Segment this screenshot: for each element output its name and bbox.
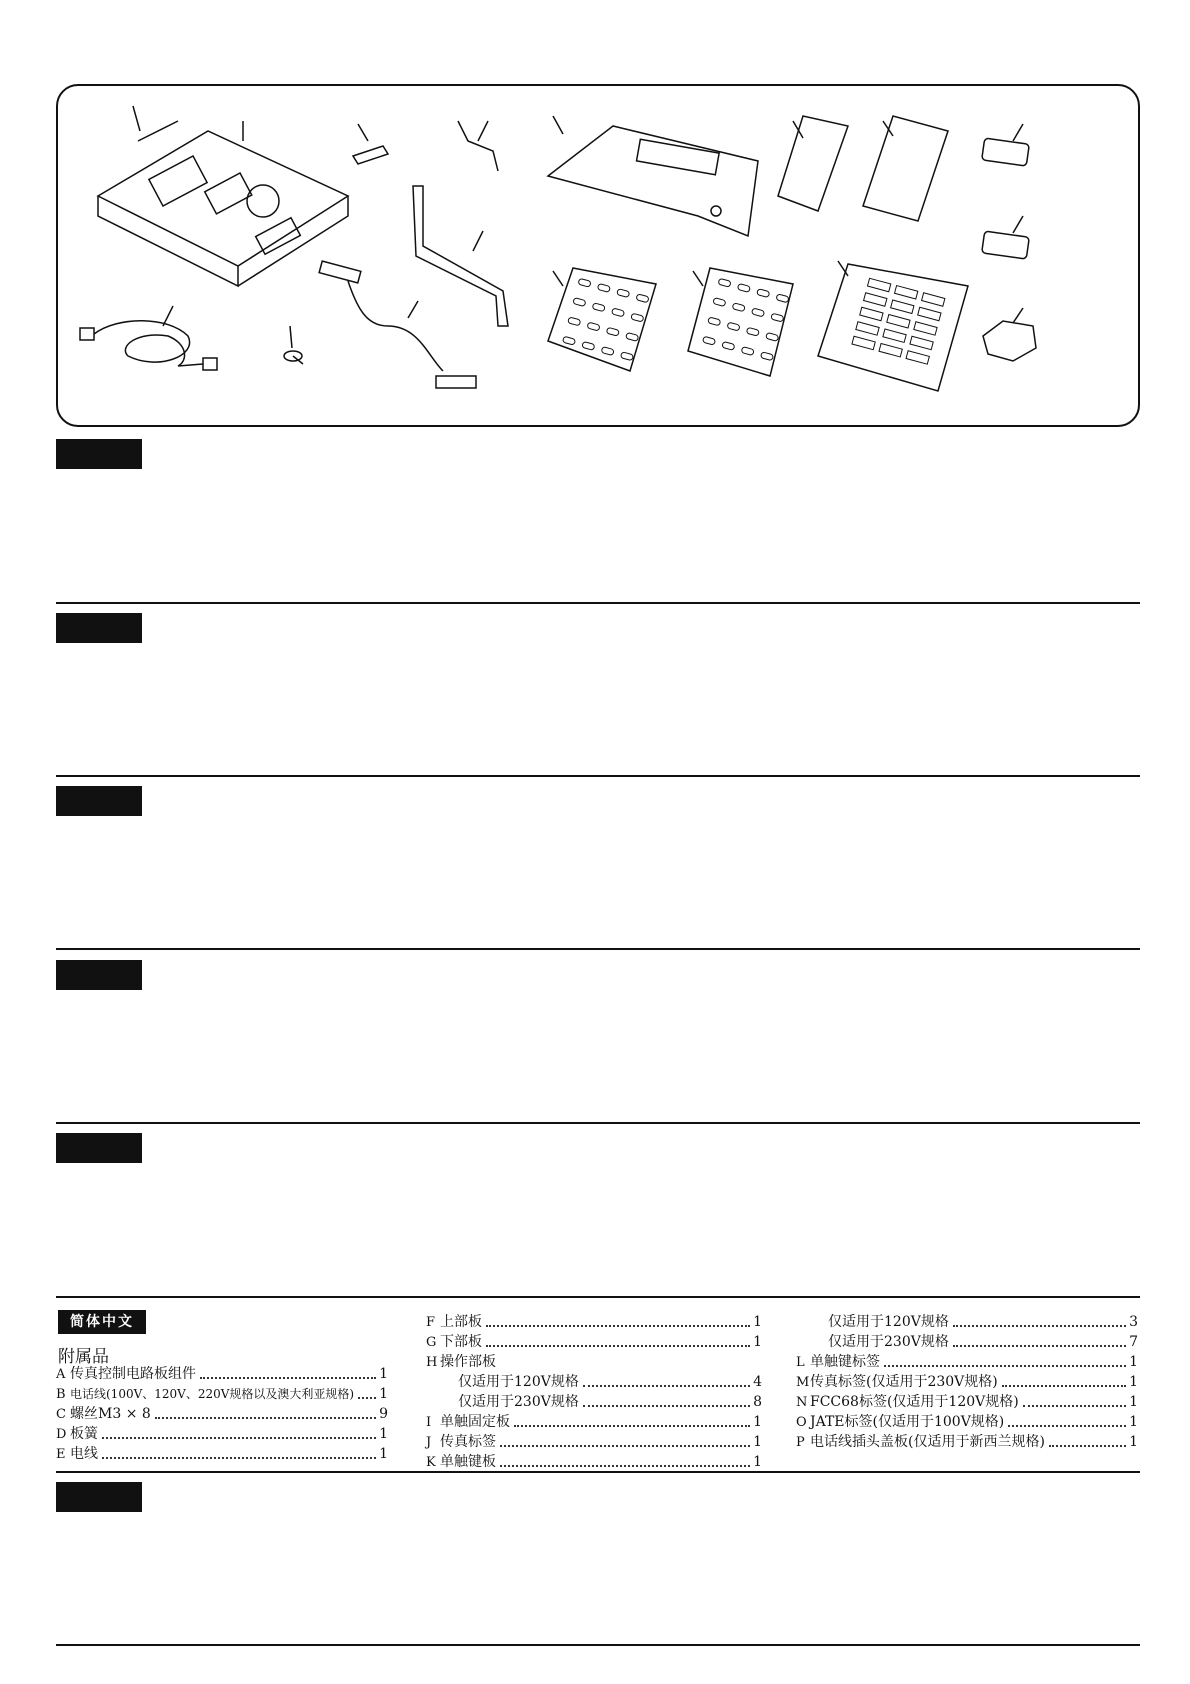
accessory-row: F 上部板 1: [426, 1314, 762, 1330]
plug-cover-drawing: [983, 321, 1036, 361]
accessory-row: B 电话线(100V、120V、220V规格以及澳大利亚规格) 1: [56, 1386, 388, 1402]
section-tab-5: [56, 1133, 142, 1163]
fcc68-label-drawing: [982, 231, 1030, 259]
accessory-row: K 单触键板 1: [426, 1454, 762, 1470]
fax-label-small-drawing: [982, 138, 1030, 166]
fax-board-assembly-drawing: [98, 106, 348, 286]
accessory-row: J 传真标签 1: [426, 1434, 762, 1450]
phone-cord-drawing: [80, 306, 217, 370]
one-touch-key-label-drawing: [818, 264, 968, 391]
accessory-row: I 单触固定板 1: [426, 1414, 762, 1430]
section-divider-7: [56, 1644, 1140, 1646]
lower-plate-drawing: [413, 186, 508, 326]
section-tab-2: [56, 613, 142, 643]
screw-drawing: [284, 326, 303, 364]
upper-plate-drawing: [458, 121, 498, 171]
accessory-row: C 螺丝M3 × 8 9: [56, 1406, 388, 1422]
accessory-row: M 传真标签(仅适用于230V规格) 1: [796, 1374, 1138, 1390]
one-touch-key-plate-a-drawing: [548, 268, 656, 371]
section-divider-3: [56, 948, 1140, 950]
section-divider-6: [56, 1471, 1140, 1473]
accessory-row: O JATE标签(仅适用于100V规格) 1: [796, 1414, 1138, 1430]
section-tab-6: [56, 1482, 142, 1512]
accessory-subrow: 仅适用于230V规格 7: [828, 1334, 1138, 1350]
parts-illustration: [56, 84, 1140, 427]
accessories-column-3: [796, 1312, 1138, 1452]
one-touch-fixing-plate-drawing: [778, 116, 848, 211]
accessory-row: L 单触键标签 1: [796, 1354, 1138, 1370]
accessory-subrow: 仅适用于120V规格 3: [828, 1314, 1138, 1330]
section-divider-2: [56, 775, 1140, 777]
wire-drawing: [319, 261, 476, 388]
accessories-column-2: [426, 1312, 762, 1472]
section-tab-3: [56, 786, 142, 816]
operation-panel-plate-drawing: [548, 126, 758, 236]
accessory-row: P 电话线插头盖板(仅适用于新西兰规格) 1: [796, 1434, 1138, 1450]
accessory-row: D 板簧 1: [56, 1426, 388, 1442]
section-tab-4: [56, 960, 142, 990]
section-tab-1: [56, 439, 142, 469]
accessory-row: N FCC68标签(仅适用于120V规格) 1: [796, 1394, 1138, 1410]
accessory-row: E 电线 1: [56, 1446, 388, 1462]
accessory-subrow: 仅适用于230V规格 8: [458, 1394, 762, 1410]
accessory-row: G 下部板 1: [426, 1334, 762, 1350]
accessories-column-1: [56, 1364, 388, 1464]
accessory-row: H 操作部板: [426, 1354, 496, 1370]
section-divider-4: [56, 1122, 1140, 1124]
language-badge: 简体中文: [58, 1310, 146, 1334]
accessory-row: A 传真控制电路板组件 1: [56, 1366, 388, 1382]
parts-drawing: [58, 86, 1142, 429]
section-divider-1: [56, 602, 1140, 604]
accessory-subrow: 仅适用于120V规格 4: [458, 1374, 762, 1390]
plate-spring-drawing: [353, 146, 388, 164]
accessories-title: 附属品: [58, 1347, 109, 1367]
section-divider-5: [56, 1296, 1140, 1298]
fax-label-drawing: [863, 116, 948, 221]
